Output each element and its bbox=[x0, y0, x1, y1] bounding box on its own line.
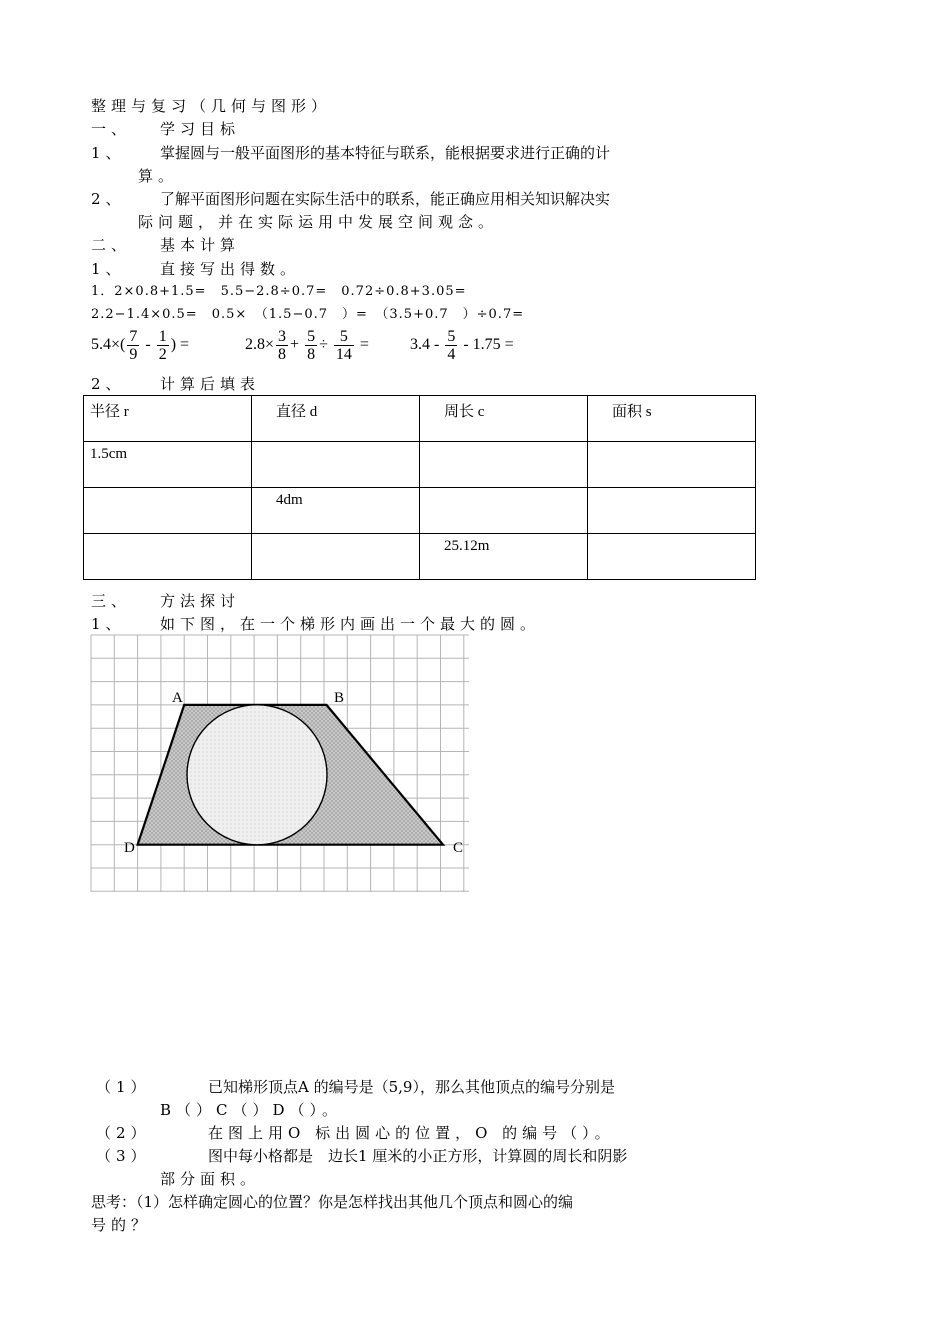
expression-3 bbox=[410, 328, 514, 363]
inscribed-circle bbox=[187, 705, 327, 845]
goal-2-line1: 了解平面图形问题在实际生活中的联系，能正确应用相关知识解决实 bbox=[160, 190, 611, 208]
table-row bbox=[84, 442, 756, 488]
expr3-number: 3.4 - bbox=[410, 336, 440, 354]
header-diameter: 直径 d bbox=[252, 396, 420, 442]
subquestion-3-line1: 图中每小格都是 边长1 厘米的小正方形，计算圆的周长和阴影 bbox=[208, 1147, 628, 1165]
subquestion-3-line2: 部分面积。 bbox=[160, 1170, 261, 1188]
fraction-5-4: $\frac{5}{4}$ bbox=[447, 328, 456, 363]
expr2-number: 2.8× bbox=[245, 336, 275, 354]
table-cell bbox=[252, 442, 420, 488]
expr2-equals: = bbox=[359, 336, 369, 354]
trapezoid-grid-figure bbox=[85, 630, 475, 895]
question-1-number: 1、 bbox=[91, 260, 126, 278]
expr2-divide: ÷ bbox=[319, 336, 328, 354]
calc-row-1: 1．2×0.8+1.5= 5.5−2.8÷0.7= 0.72÷0.8+3.05= bbox=[91, 284, 467, 299]
expr2-plus: + bbox=[290, 336, 300, 354]
question-3-title: 如下图，在一个梯形内画出一个最大的圆。 bbox=[160, 615, 541, 633]
expression-1 bbox=[91, 328, 189, 363]
table-cell bbox=[588, 488, 756, 534]
expr1-number: 5.4 bbox=[91, 336, 111, 354]
table-cell: 1.5cm bbox=[84, 442, 252, 488]
header-area: 面积 s bbox=[588, 396, 756, 442]
section-3-title: 方法探讨 bbox=[160, 592, 241, 610]
fraction-5-14: $\frac{5}{14}$ bbox=[335, 328, 352, 363]
subquestion-1-number: （1） bbox=[96, 1078, 151, 1096]
fraction-1-2: $\frac{1}{2}$ bbox=[158, 328, 167, 363]
table-cell bbox=[420, 442, 588, 488]
section-1-number: 一、 bbox=[91, 120, 132, 138]
question-2-title: 计算后填表 bbox=[160, 375, 261, 393]
fraction-5-8: $\frac{5}{8}$ bbox=[307, 328, 316, 363]
question-2-number: 2、 bbox=[91, 375, 126, 393]
goal-2-line2: 际问题，并在实际运用中发展空间观念。 bbox=[138, 213, 499, 231]
expr1-minus: - bbox=[145, 336, 151, 354]
table-cell: 25.12m bbox=[420, 534, 588, 580]
section-1-title: 学习目标 bbox=[160, 120, 241, 138]
table-cell bbox=[588, 534, 756, 580]
goal-2-number: 2、 bbox=[91, 190, 126, 208]
vertex-label-a: A bbox=[172, 690, 183, 706]
table-header-row bbox=[84, 396, 756, 442]
vertex-label-c: C bbox=[453, 840, 464, 856]
table-cell bbox=[420, 488, 588, 534]
subquestion-1-line2: B（）C（）D（）。 bbox=[160, 1101, 343, 1119]
section-2-number: 二、 bbox=[91, 236, 132, 254]
vertex-label-d: D bbox=[124, 840, 135, 856]
vertex-label-b: B bbox=[334, 690, 345, 706]
subquestion-1-line1: 已知梯形顶点A 的编号是（5,9），那么其他顶点的编号分别是 bbox=[208, 1078, 615, 1096]
table-cell bbox=[84, 488, 252, 534]
goal-1-line1: 掌握圆与一般平面图形的基本特征与联系，能根据要求进行正确的计 bbox=[160, 144, 611, 162]
subquestion-2-line1: 在图上用O 标出圆心的位置，O 的编号（）。 bbox=[208, 1124, 615, 1142]
subquestion-3-number: （3） bbox=[96, 1147, 151, 1165]
think-line1: 思考：（1）怎样确定圆心的位置？你是怎样找出其他几个顶点和圆心的编 bbox=[91, 1193, 574, 1211]
think-line2: 号的？ bbox=[91, 1216, 152, 1234]
fraction-3-8: $\frac{3}{8}$ bbox=[278, 328, 287, 363]
table-row bbox=[84, 534, 756, 580]
expr3-rest: - 1.75 = bbox=[463, 336, 514, 354]
calc-row-2: 2.2−1.4×0.5= 0.5× （1.5−0.7 ）= （3.5+0.7 ）÷0.7= bbox=[91, 307, 525, 322]
table-cell bbox=[588, 442, 756, 488]
question-3-number: 1、 bbox=[91, 615, 126, 633]
header-radius: 半径 r bbox=[84, 396, 252, 442]
page-title: 整理与复习（几何与图形） bbox=[91, 97, 332, 115]
goal-1-number: 1、 bbox=[91, 144, 126, 162]
expression-2 bbox=[245, 328, 369, 363]
section-3-number: 三、 bbox=[91, 592, 132, 610]
table-cell bbox=[84, 534, 252, 580]
fraction-7-9: $\frac{7}{9}$ bbox=[129, 328, 138, 363]
table-cell bbox=[252, 534, 420, 580]
expr1-close: ) = bbox=[170, 336, 190, 354]
subquestion-2-number: （2） bbox=[96, 1124, 151, 1142]
header-circumference: 周长 c bbox=[420, 396, 588, 442]
circle-table bbox=[83, 395, 756, 580]
expr1-times: ×( bbox=[111, 336, 126, 354]
goal-1-line2: 算。 bbox=[138, 167, 179, 185]
question-1-title: 直接写出得数。 bbox=[160, 260, 301, 278]
table-row bbox=[84, 488, 756, 534]
section-2-title: 基本计算 bbox=[160, 236, 241, 254]
table-cell: 4dm bbox=[252, 488, 420, 534]
